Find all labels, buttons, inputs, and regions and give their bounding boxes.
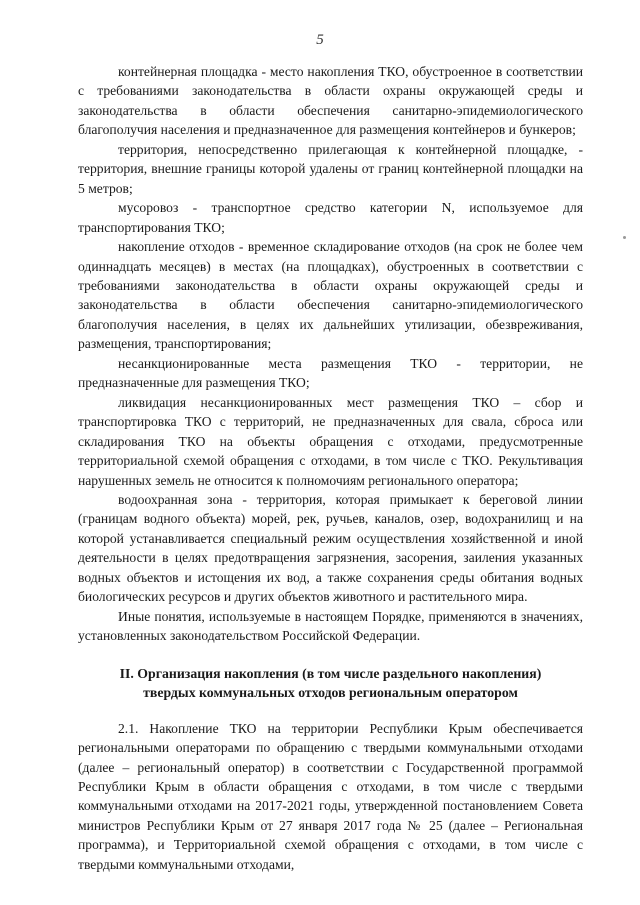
definition-container-site: контейнерная площадка - место накопления ТКО, обустроенное в соответствии с требованиями законодательства в области охраны окружающей среды и законодательства в области обеспечения санитарно-эпидемиологического благополучия населения и предназначенное для размещения контейнеров и бункеров;	[78, 64, 583, 138]
section-heading	[78, 664, 583, 703]
definition-liquidation: ликвидация несанкционированных мест размещения ТКО – сбор и транспортировка ТКО с территорий, не предназначенных для свала, сброса или складирования ТКО на объекты обращения с отходами, предусмотренные территориальной схемой обращения с отходами, в том числе с ТКО. Рекультивация нарушенных земель не относится к полномочиям регионального оператора;	[78, 394, 583, 488]
section-heading-line-1: II. Организация накопления (в том числе раздельного накопления)	[119, 665, 542, 681]
definition-waste-accumulation: накопление отходов - временное складирование отходов (на срок не более чем одиннадцать месяцев) в местах (на площадках), обустроенных в соответствии с требованиями законодательства в области охраны окружающей среды и законодательства в области обеспечения санитарно-эпидемиологического благополучия населения, в целях их дальнейших утилизации, обезвреживания, размещения, транспортирования;	[78, 239, 583, 352]
clause-2-1: 2.1. Накопление ТКО на территории Республики Крым обеспечивается региональными операторами по обращению с твердыми коммунальными отходами (далее – региональный оператор) в соответствии с Государственной программой Республики Крым в области обращения с отходами, в том числе с твердыми коммунальными отходами на 2017-2021 годы, утвержденной постановлением Совета министров Республики Крым от 27 января 2017 года № 25 (далее – Региональная программа), и Территориальной схемой обращения с отходами, в том числе с твердыми коммунальными отходами,	[78, 720, 583, 872]
definition-unauthorized-sites: несанкционированные места размещения ТКО - территории, не предназначенные для размещения ТКО;	[78, 355, 583, 391]
definition-water-protection-zone: водоохранная зона - территория, которая примыкает к береговой линии (границам водного объекта) морей, рек, ручьев, каналов, озер, водохранилищ и на которой устанавливается специальный режим осуществления хозяйственной и иной деятельности в целях предотвращения загрязнения, засорения, заиления указанных водных объектов и истощения их вод, а также сохранения среды обитания водных биологических ресурсов и других объектов животного и растительного мира.	[78, 491, 583, 605]
page-number: 5	[316, 32, 324, 48]
definition-adjacent-territory: территория, непосредственно прилегающая к контейнерной площадке, - территория, внешние границы которой удалены от границ контейнерной площадки на 5 метров;	[78, 141, 583, 196]
scan-speck	[623, 236, 626, 239]
other-terms-paragraph: Иные понятия, используемые в настоящем Порядке, применяются в значениях, установленных законодательством Российской Федерации.	[78, 608, 583, 644]
definition-garbage-truck: мусоровоз - транспортное средство категории N, используемое для транспортирования ТКО;	[78, 200, 583, 235]
section-heading-line-2: твердых коммунальных отходов региональным оператором	[143, 685, 518, 701]
document-body	[78, 62, 583, 874]
